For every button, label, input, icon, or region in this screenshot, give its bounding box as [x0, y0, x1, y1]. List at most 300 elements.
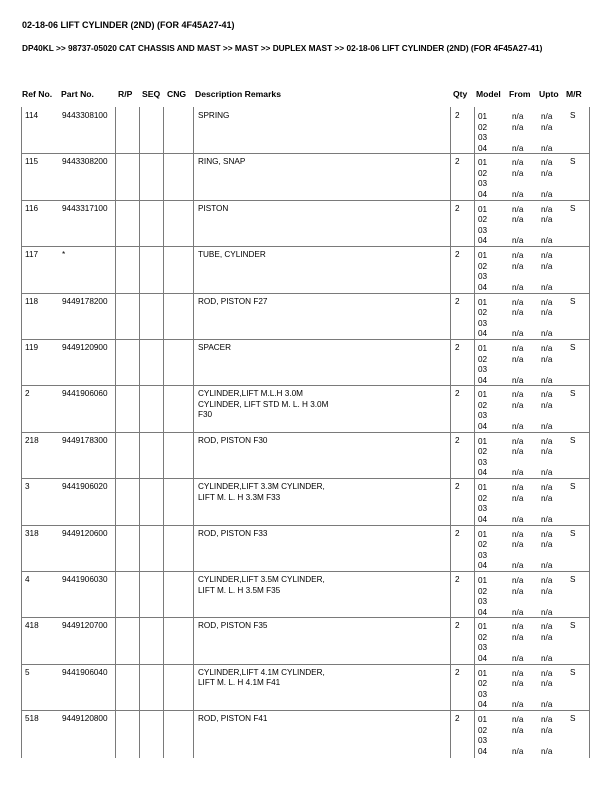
model: [478, 576, 487, 618]
header-seq: SEQ: [142, 89, 161, 99]
from-value: n/a: [512, 436, 524, 446]
model-code: 01: [478, 483, 488, 493]
from-value: n/a: [512, 632, 524, 642]
row-divider: [21, 432, 589, 433]
part-no: 9449120600: [62, 528, 108, 538]
upto-value: n/a: [541, 561, 553, 571]
description: [198, 621, 267, 632]
upto-value: n/a: [541, 447, 553, 457]
description-line: LIFT M. L. H 3.3M F33: [198, 492, 281, 502]
upto: [541, 390, 552, 432]
mr: S: [570, 667, 576, 677]
table-row: [0, 294, 612, 340]
description: [198, 111, 229, 122]
upto-value: n/a: [541, 540, 553, 550]
from: [512, 298, 523, 340]
from: [512, 576, 523, 618]
from-value: n/a: [512, 400, 524, 410]
qty: 2: [455, 621, 460, 631]
part-no: 9449120800: [62, 714, 108, 724]
from-value: n/a: [512, 261, 524, 271]
ref-no: 3: [25, 482, 30, 492]
part-no: 9443308200: [62, 157, 108, 167]
upto-value: n/a: [541, 375, 553, 385]
header-mr: M/R: [566, 89, 582, 99]
description-line: CYLINDER,LIFT M.L.H 3.0M: [198, 389, 303, 399]
row-divider: [21, 617, 589, 618]
upto-value: n/a: [541, 632, 553, 642]
from: [512, 112, 523, 154]
model-code: 04: [478, 746, 488, 756]
table-row: [0, 340, 612, 386]
from-value: n/a: [512, 540, 524, 550]
model: [478, 669, 487, 711]
model-code: 03: [478, 272, 488, 282]
model-code: 03: [478, 318, 488, 328]
upto-value: n/a: [541, 576, 553, 585]
from-value: n/a: [512, 375, 524, 385]
upto-value: n/a: [541, 390, 553, 400]
qty: 2: [455, 111, 460, 120]
table-row: [0, 572, 612, 618]
table-row: [0, 201, 612, 247]
upto-value: n/a: [541, 308, 553, 318]
table-row: [0, 618, 612, 664]
mr: S: [570, 203, 576, 213]
model-code: 02: [478, 632, 488, 642]
qty: 2: [455, 714, 460, 724]
description-line: ROD, PISTON F27: [198, 296, 268, 306]
from: [512, 158, 523, 200]
part-no: *: [62, 250, 66, 260]
from-value: n/a: [512, 168, 524, 178]
upto: [541, 298, 552, 340]
header-ref-no: Ref No.: [22, 89, 53, 99]
model: [478, 205, 487, 247]
model-code: 01: [478, 622, 488, 632]
ref-no: 318: [25, 528, 39, 538]
upto: [541, 530, 552, 572]
model-code: 01: [478, 204, 488, 214]
upto-value: n/a: [541, 493, 553, 503]
table-row: [0, 247, 612, 293]
model-code: 03: [478, 504, 488, 514]
upto-value: n/a: [541, 204, 553, 214]
from-value: n/a: [512, 390, 524, 400]
from-value: n/a: [512, 122, 524, 132]
description-line: CYLINDER,LIFT 3.5M CYLINDER,: [198, 575, 325, 584]
upto-value: n/a: [541, 483, 553, 493]
upto-value: n/a: [541, 725, 553, 735]
model-code: 03: [478, 643, 488, 653]
model-code: 04: [478, 189, 488, 199]
row-divider: [21, 153, 589, 154]
description: [198, 575, 325, 596]
model: [478, 158, 487, 200]
upto-value: n/a: [541, 344, 553, 353]
upto-value: n/a: [541, 261, 553, 271]
upto-value: n/a: [541, 586, 553, 596]
description-line: CYLINDER, LIFT STD M. L. H 3.0M: [198, 399, 329, 409]
upto-value: n/a: [541, 215, 553, 225]
mr: S: [570, 296, 576, 306]
ref-no: 218: [25, 435, 39, 445]
from: [512, 251, 523, 293]
qty: 2: [455, 250, 460, 260]
description: [198, 250, 266, 261]
header-part-no: Part No.: [61, 89, 94, 99]
upto-value: n/a: [541, 746, 553, 756]
upto: [541, 483, 552, 525]
table-row: [0, 526, 612, 572]
from-value: n/a: [512, 576, 524, 585]
upto-value: n/a: [541, 189, 553, 199]
from-value: n/a: [512, 344, 524, 353]
part-no: 9449120900: [62, 343, 108, 352]
from-value: n/a: [512, 297, 524, 307]
description-line: TUBE, CYLINDER: [198, 250, 266, 260]
model-code: 03: [478, 736, 488, 746]
description: [198, 157, 245, 168]
mr: S: [570, 714, 576, 724]
from-value: n/a: [512, 282, 524, 292]
from-value: n/a: [512, 215, 524, 225]
model-code: 04: [478, 653, 488, 663]
table-row: [0, 665, 612, 711]
upto-value: n/a: [541, 297, 553, 307]
from-value: n/a: [512, 715, 524, 725]
upto-value: n/a: [541, 436, 553, 446]
from-value: n/a: [512, 354, 524, 364]
mr: S: [570, 389, 576, 399]
model: [478, 437, 487, 479]
upto: [541, 344, 552, 386]
table-row: [0, 433, 612, 479]
from-value: n/a: [512, 493, 524, 503]
qty: 2: [455, 203, 460, 213]
row-divider: [21, 385, 589, 386]
ref-no: 119: [25, 343, 39, 352]
from: [512, 437, 523, 479]
model-code: 02: [478, 400, 488, 410]
header-qty: Qty: [453, 89, 468, 99]
from-value: n/a: [512, 622, 524, 632]
part-no: 9441906060: [62, 389, 108, 399]
model-code: 04: [478, 700, 488, 710]
model-code: 02: [478, 308, 488, 318]
mr: S: [570, 621, 576, 631]
upto: [541, 437, 552, 479]
table-row: [0, 108, 612, 154]
model-code: 03: [478, 411, 488, 421]
model-code: 02: [478, 122, 488, 132]
model: [478, 622, 487, 664]
part-no: 9449178300: [62, 435, 108, 445]
model-code: 03: [478, 597, 488, 606]
model: [478, 112, 487, 154]
from: [512, 205, 523, 247]
upto-value: n/a: [541, 158, 553, 168]
from-value: n/a: [512, 468, 524, 478]
upto-value: n/a: [541, 282, 553, 292]
model: [478, 715, 487, 757]
from-value: n/a: [512, 251, 524, 261]
model-code: 01: [478, 297, 488, 307]
mr: S: [570, 528, 576, 538]
upto: [541, 669, 552, 711]
model-code: 01: [478, 529, 488, 539]
part-no: 9441906040: [62, 667, 108, 677]
ref-no: 4: [25, 575, 30, 584]
description-line: CYLINDER,LIFT 4.1M CYLINDER,: [198, 667, 325, 677]
ref-no: 5: [25, 667, 30, 677]
model-code: 02: [478, 354, 488, 364]
from-value: n/a: [512, 189, 524, 199]
model: [478, 298, 487, 340]
mr: S: [570, 435, 576, 445]
upto: [541, 715, 552, 757]
ref-no: 117: [25, 250, 39, 260]
from-value: n/a: [512, 607, 524, 617]
from-value: n/a: [512, 700, 524, 710]
from-value: n/a: [512, 746, 524, 756]
row-divider: [21, 246, 589, 247]
description-line: ROD, PISTON F41: [198, 714, 268, 724]
model-code: 04: [478, 421, 488, 431]
ref-no: 116: [25, 203, 39, 213]
upto-value: n/a: [541, 468, 553, 478]
model-code: 03: [478, 365, 488, 374]
upto-value: n/a: [541, 529, 553, 539]
ref-no: 418: [25, 621, 39, 631]
model-code: 03: [478, 225, 488, 235]
upto-value: n/a: [541, 112, 553, 121]
upto-value: n/a: [541, 653, 553, 663]
from-value: n/a: [512, 514, 524, 524]
upto: [541, 576, 552, 618]
ref-no: 118: [25, 296, 39, 306]
table-row: [0, 711, 612, 757]
part-no: 9443308100: [62, 111, 108, 120]
description-line: F30: [198, 410, 213, 420]
model-code: 01: [478, 576, 488, 585]
ref-no: 518: [25, 714, 39, 724]
model-code: 02: [478, 540, 488, 550]
model-code: 01: [478, 668, 488, 678]
page-title: 02-18-06 LIFT CYLINDER (2ND) (FOR 4F45A27-41): [22, 20, 235, 30]
model: [478, 483, 487, 525]
model-code: 03: [478, 457, 488, 467]
description: [198, 204, 228, 215]
description: [198, 389, 328, 421]
upto-value: n/a: [541, 421, 553, 431]
model: [478, 530, 487, 572]
from-value: n/a: [512, 725, 524, 735]
description: [198, 436, 267, 447]
model-code: 04: [478, 236, 488, 246]
model-code: 02: [478, 586, 488, 596]
upto-value: n/a: [541, 679, 553, 689]
from-value: n/a: [512, 679, 524, 689]
from-value: n/a: [512, 447, 524, 457]
mr: S: [570, 343, 576, 352]
description-line: SPACER: [198, 343, 232, 352]
from: [512, 390, 523, 432]
row-divider: [21, 200, 589, 201]
from-value: n/a: [512, 483, 524, 493]
model-code: 04: [478, 468, 488, 478]
ref-no: 114: [25, 111, 39, 120]
part-no: 9441906020: [62, 482, 108, 492]
model: [478, 251, 487, 293]
upto-value: n/a: [541, 122, 553, 132]
model-code: 01: [478, 158, 488, 168]
description-line: ROD, PISTON F33: [198, 528, 268, 538]
part-no: 9449178200: [62, 296, 108, 306]
upto: [541, 251, 552, 293]
from: [512, 530, 523, 572]
qty: 2: [455, 667, 460, 677]
model-code: 04: [478, 561, 488, 571]
description: [198, 482, 325, 503]
from-value: n/a: [512, 204, 524, 214]
model-code: 01: [478, 436, 488, 446]
from-value: n/a: [512, 158, 524, 168]
from-value: n/a: [512, 329, 524, 339]
model-code: 03: [478, 133, 488, 142]
model-code: 01: [478, 112, 488, 121]
model-code: 04: [478, 514, 488, 524]
upto-value: n/a: [541, 622, 553, 632]
description-line: ROD, PISTON F35: [198, 621, 268, 631]
row-divider: [21, 478, 589, 479]
header-cng: CNG: [167, 89, 187, 99]
qty: 2: [455, 435, 460, 445]
row-divider: [21, 664, 589, 665]
upto: [541, 622, 552, 664]
from-value: n/a: [512, 561, 524, 571]
upto-value: n/a: [541, 251, 553, 261]
upto: [541, 158, 552, 200]
model-code: 04: [478, 329, 488, 339]
row-divider: [21, 339, 589, 340]
from: [512, 483, 523, 525]
upto: [541, 112, 552, 154]
from-value: n/a: [512, 586, 524, 596]
breadcrumb: DP40KL >> 98737-05020 CAT CHASSIS AND MAST >> MAST >> DUPLEX MAST >> 02-18-06 LIFT CYLINDER (2ND) (FOR 4F45A27-41): [22, 43, 543, 53]
model-code: 02: [478, 261, 488, 271]
description: [198, 714, 267, 725]
from: [512, 715, 523, 757]
from-value: n/a: [512, 421, 524, 431]
qty: 2: [455, 157, 460, 167]
header-model: Model: [476, 89, 501, 99]
upto-value: n/a: [541, 607, 553, 617]
upto-value: n/a: [541, 236, 553, 246]
upto-value: n/a: [541, 329, 553, 339]
upto-value: n/a: [541, 143, 553, 153]
mr: S: [570, 575, 576, 584]
description-line: LIFT M. L. H 3.5M F35: [198, 585, 281, 595]
part-no: 9441906030: [62, 575, 108, 584]
table-row: [0, 154, 612, 200]
from-value: n/a: [512, 112, 524, 121]
description-line: SPRING: [198, 111, 230, 120]
upto-value: n/a: [541, 354, 553, 364]
model-code: 02: [478, 447, 488, 457]
from-value: n/a: [512, 529, 524, 539]
row-divider: [21, 571, 589, 572]
model: [478, 390, 487, 432]
from: [512, 344, 523, 386]
description-line: LIFT M. L. H 4.1M F41: [198, 678, 281, 688]
table-row: [0, 479, 612, 525]
qty: 2: [455, 528, 460, 538]
model-code: 04: [478, 143, 488, 153]
model-code: 03: [478, 689, 488, 699]
from-value: n/a: [512, 653, 524, 663]
upto-value: n/a: [541, 715, 553, 725]
mr: S: [570, 111, 576, 120]
description: [198, 529, 267, 540]
model-code: 01: [478, 251, 488, 261]
description-line: CYLINDER,LIFT 3.3M CYLINDER,: [198, 482, 325, 492]
description: [198, 343, 231, 354]
model-code: 01: [478, 390, 488, 400]
model-code: 03: [478, 179, 488, 189]
part-no: 9443317100: [62, 203, 108, 213]
mr: S: [570, 157, 576, 167]
model-code: 04: [478, 375, 488, 385]
header-rp: R/P: [118, 89, 133, 99]
qty: 2: [455, 575, 460, 584]
upto: [541, 205, 552, 247]
model-code: 04: [478, 282, 488, 292]
table-row: [0, 386, 612, 432]
qty: 2: [455, 389, 460, 399]
model-code: 02: [478, 168, 488, 178]
model: [478, 344, 487, 386]
header-upto: Upto: [539, 89, 559, 99]
model-code: 04: [478, 607, 488, 617]
description: [198, 668, 325, 689]
model-code: 01: [478, 344, 488, 353]
row-divider: [21, 293, 589, 294]
mr: S: [570, 482, 576, 492]
upto-value: n/a: [541, 168, 553, 178]
upto-value: n/a: [541, 400, 553, 410]
from-value: n/a: [512, 143, 524, 153]
model-code: 01: [478, 715, 488, 725]
model-code: 02: [478, 725, 488, 735]
from-value: n/a: [512, 668, 524, 678]
model-code: 02: [478, 215, 488, 225]
upto-value: n/a: [541, 700, 553, 710]
upto-value: n/a: [541, 514, 553, 524]
description-line: ROD, PISTON F30: [198, 435, 268, 445]
row-divider: [21, 525, 589, 526]
ref-no: 2: [25, 389, 30, 399]
description-line: RING, SNAP: [198, 157, 246, 167]
row-divider: [21, 710, 589, 711]
header-from: From: [509, 89, 531, 99]
qty: 2: [455, 343, 460, 352]
from-value: n/a: [512, 308, 524, 318]
model-code: 02: [478, 493, 488, 503]
part-no: 9449120700: [62, 621, 108, 631]
upto-value: n/a: [541, 668, 553, 678]
model-code: 03: [478, 550, 488, 560]
